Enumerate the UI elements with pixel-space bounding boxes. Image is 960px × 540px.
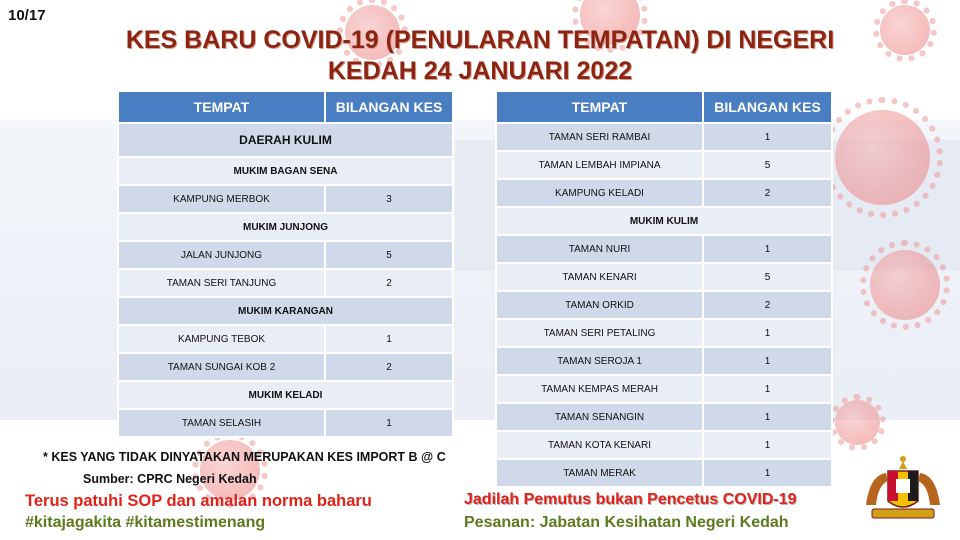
header-place: TEMPAT: [118, 91, 325, 123]
source-text: Sumber: CPRC Negeri Kedah: [83, 472, 257, 486]
count-cell: 1: [703, 319, 832, 347]
district-row: [118, 123, 453, 157]
hashtags: #kitajagakita #kitamestimenang: [25, 514, 266, 531]
table-row: [118, 185, 453, 213]
place-cell: TAMAN NURI: [496, 235, 703, 263]
title-line-1: KES BARU COVID-19 (PENULARAN TEMPATAN) DI NEGERI: [125, 26, 835, 54]
place-cell: TAMAN LEMBAH IMPIANA: [496, 151, 703, 179]
section-row: [118, 381, 453, 409]
section-row: [496, 207, 832, 235]
count-cell: 1: [703, 403, 832, 431]
count-cell: 5: [325, 241, 453, 269]
count-cell: 1: [703, 431, 832, 459]
place-cell: TAMAN SERI RAMBAI: [496, 123, 703, 151]
place-cell: TAMAN SEROJA 1: [496, 347, 703, 375]
page-title: [120, 25, 840, 87]
count-cell: 2: [703, 179, 832, 207]
table-row: [496, 403, 832, 431]
count-cell: 2: [325, 269, 453, 297]
import-note: * KES YANG TIDAK DINYATAKAN MERUPAKAN KES IMPORT B @ C: [43, 450, 446, 464]
covid-slogan: Jadilah Pemutus bukan Pencetus COVID-19: [464, 491, 797, 508]
table-row: [496, 347, 832, 375]
count-cell: 1: [703, 347, 832, 375]
virus-icon: [835, 110, 930, 205]
place-cell: TAMAN SELASIH: [118, 409, 325, 437]
place-cell: TAMAN SUNGAI KOB 2: [118, 353, 325, 381]
table-row: [496, 375, 832, 403]
table-row: [118, 241, 453, 269]
page-number: 10/17: [8, 7, 46, 24]
count-cell: 5: [703, 151, 832, 179]
section-label: MUKIM JUNJONG: [118, 213, 453, 241]
title-line-2: KEDAH 24 JANUARI 2022: [327, 57, 633, 85]
place-cell: TAMAN ORKID: [496, 291, 703, 319]
count-cell: 2: [325, 353, 453, 381]
section-label: MUKIM BAGAN SENA: [118, 157, 453, 185]
count-cell: 5: [703, 263, 832, 291]
table-row: [496, 151, 832, 179]
right-case-table: [495, 90, 833, 488]
place-cell: TAMAN KOTA KENARI: [496, 431, 703, 459]
table-row: [496, 235, 832, 263]
table-row: [496, 179, 832, 207]
count-cell: 1: [703, 123, 832, 151]
sop-slogan: Terus patuhi SOP dan amalan norma baharu: [25, 492, 372, 510]
place-cell: TAMAN MERAK: [496, 459, 703, 487]
place-cell: TAMAN KEMPAS MERAH: [496, 375, 703, 403]
virus-icon: [870, 250, 940, 320]
kedah-crest-icon: [858, 455, 948, 525]
virus-icon: [880, 5, 930, 55]
virus-icon: [200, 440, 260, 500]
section-label: MUKIM KULIM: [496, 207, 832, 235]
header-place: TEMPAT: [496, 91, 703, 123]
count-cell: 2: [703, 291, 832, 319]
section-row: [118, 213, 453, 241]
left-case-table: [117, 90, 454, 438]
section-label: MUKIM KELADI: [118, 381, 453, 409]
virus-icon: [835, 400, 880, 445]
count-cell: 1: [703, 235, 832, 263]
place-cell: TAMAN SENANGIN: [496, 403, 703, 431]
count-cell: 1: [703, 459, 832, 487]
header-count: BILANGAN KES: [325, 91, 453, 123]
table-row: [118, 269, 453, 297]
place-cell: JALAN JUNJONG: [118, 241, 325, 269]
table-row: [496, 263, 832, 291]
place-cell: TAMAN SERI PETALING: [496, 319, 703, 347]
message-source: Pesanan: Jabatan Kesihatan Negeri Kedah: [464, 514, 789, 531]
place-cell: KAMPUNG MERBOK: [118, 185, 325, 213]
section-label: MUKIM KARANGAN: [118, 297, 453, 325]
table-header: [496, 91, 832, 123]
table-row: [496, 431, 832, 459]
table-row: [496, 319, 832, 347]
place-cell: TAMAN KENARI: [496, 263, 703, 291]
section-row: [118, 297, 453, 325]
place-cell: KAMPUNG KELADI: [496, 179, 703, 207]
section-row: [118, 157, 453, 185]
district-label: DAERAH KULIM: [118, 123, 453, 157]
count-cell: 1: [325, 325, 453, 353]
table-row: [118, 325, 453, 353]
count-cell: 1: [325, 409, 453, 437]
table-header: [118, 91, 453, 123]
count-cell: 1: [703, 375, 832, 403]
table-row: [118, 353, 453, 381]
place-cell: TAMAN SERI TANJUNG: [118, 269, 325, 297]
table-row: [118, 409, 453, 437]
place-cell: KAMPUNG TEBOK: [118, 325, 325, 353]
table-row: [496, 123, 832, 151]
table-row: [496, 459, 832, 487]
count-cell: 3: [325, 185, 453, 213]
table-row: [496, 291, 832, 319]
header-count: BILANGAN KES: [703, 91, 832, 123]
